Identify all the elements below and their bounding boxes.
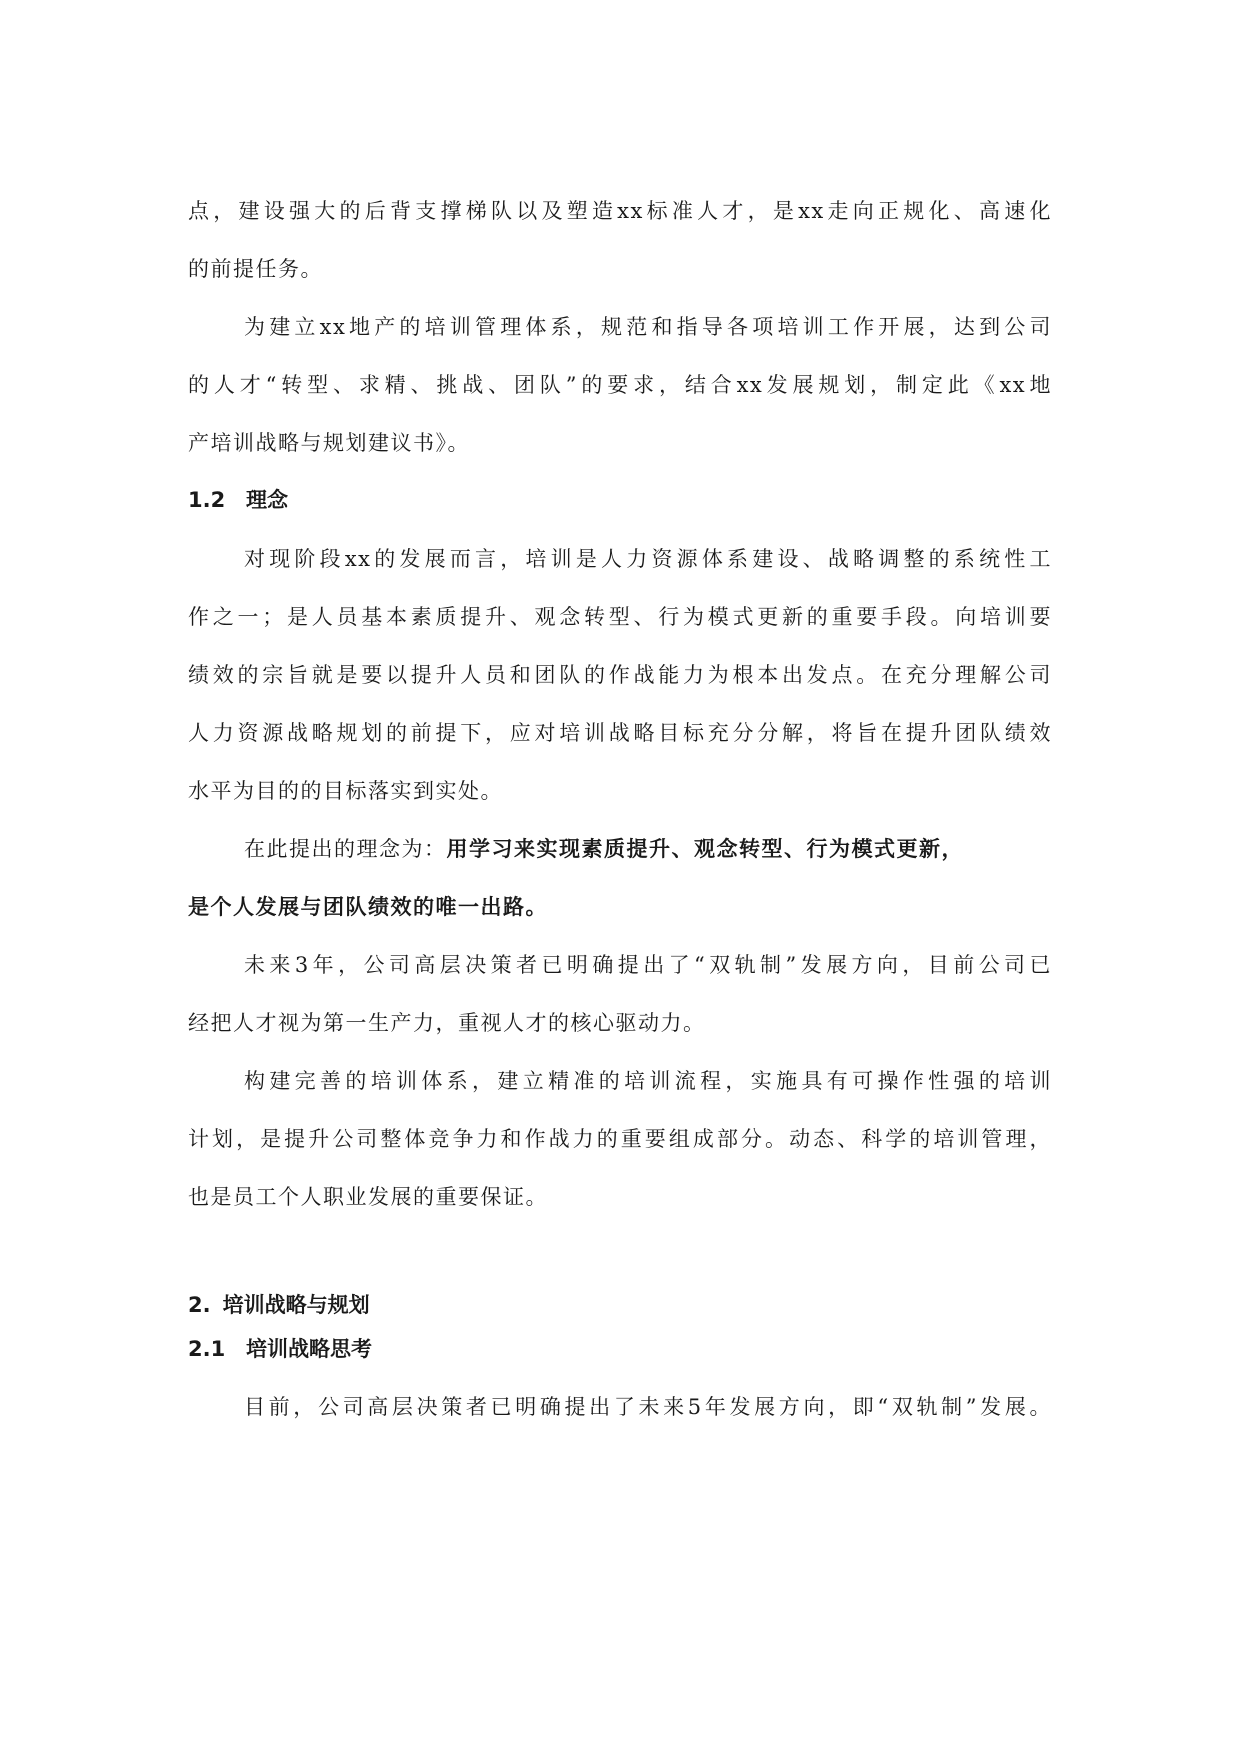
paragraph-6-line-2: 计划，是提升公司整体竞争力和作战力的重要组成部分。动态、科学的培训管理， [188, 1127, 1052, 1151]
paragraph-3-line-2: 作之一；是人员基本素质提升、观念转型、行为模式更新的重要手段。向培训要 [188, 605, 1052, 629]
section-heading-2-1 [188, 1334, 372, 1364]
section-heading-2 [188, 1290, 370, 1320]
section-title: 理念 [246, 488, 288, 512]
paragraph-3-line-4: 人力资源战略规划的前提下，应对培训战略目标充分分解，将旨在提升团队绩效 [188, 721, 1052, 745]
section-number: 1.2 [188, 488, 226, 512]
section-title: 培训战略与规划 [222, 1293, 370, 1317]
paragraph-3-line-1: 对现阶段xx的发展而言，培训是人力资源体系建设、战略调整的系统性工 [244, 547, 1052, 571]
paragraph-6-line-1: 构建完善的培训体系，建立精准的培训流程，实施具有可操作性强的培训 [244, 1069, 1052, 1093]
paragraph-4-line-2: 是个人发展与团队绩效的唯一出路。 [188, 895, 548, 919]
paragraph-5-line-1: 未来3年，公司高层决策者已明确提出了“双轨制”发展方向，目前公司已 [244, 953, 1052, 977]
section-heading-1-2 [188, 485, 288, 515]
section-number: 2.1 [188, 1337, 226, 1361]
section-number: 2. [188, 1293, 211, 1317]
paragraph-3-line-5: 水平为目的的目标落实到实处。 [188, 779, 503, 803]
concept-statement: 用学习来实现素质提升、观念转型、行为模式更新， [446, 837, 964, 861]
paragraph-1-line-1: 点，建设强大的后背支撑梯队以及塑造xx标准人才，是xx走向正规化、高速化 [188, 199, 1052, 223]
paragraph-6-line-3: 也是员工个人职业发展的重要保证。 [188, 1185, 548, 1209]
paragraph-4-line-1 [244, 834, 1052, 864]
paragraph-2-line-3: 产培训战略与规划建议书》。 [188, 431, 470, 455]
paragraph-5-line-2: 经把人才视为第一生产力，重视人才的核心驱动力。 [188, 1011, 706, 1035]
paragraph-3-line-3: 绩效的宗旨就是要以提升人员和团队的作战能力为根本出发点。在充分理解公司 [188, 663, 1052, 687]
section-title: 培训战略思考 [246, 1337, 372, 1361]
paragraph-2-line-2: 的人才“转型、求精、挑战、团队”的要求，结合xx发展规划，制定此《xx地 [188, 373, 1052, 397]
paragraph-7-line-1: 目前，公司高层决策者已明确提出了未来5年发展方向，即“双轨制”发展。 [244, 1395, 1052, 1419]
concept-intro: 在此提出的理念为： [244, 837, 447, 861]
paragraph-1-line-2: 的前提任务。 [188, 257, 323, 281]
paragraph-2-line-1: 为建立xx地产的培训管理体系，规范和指导各项培训工作开展，达到公司 [244, 315, 1052, 339]
